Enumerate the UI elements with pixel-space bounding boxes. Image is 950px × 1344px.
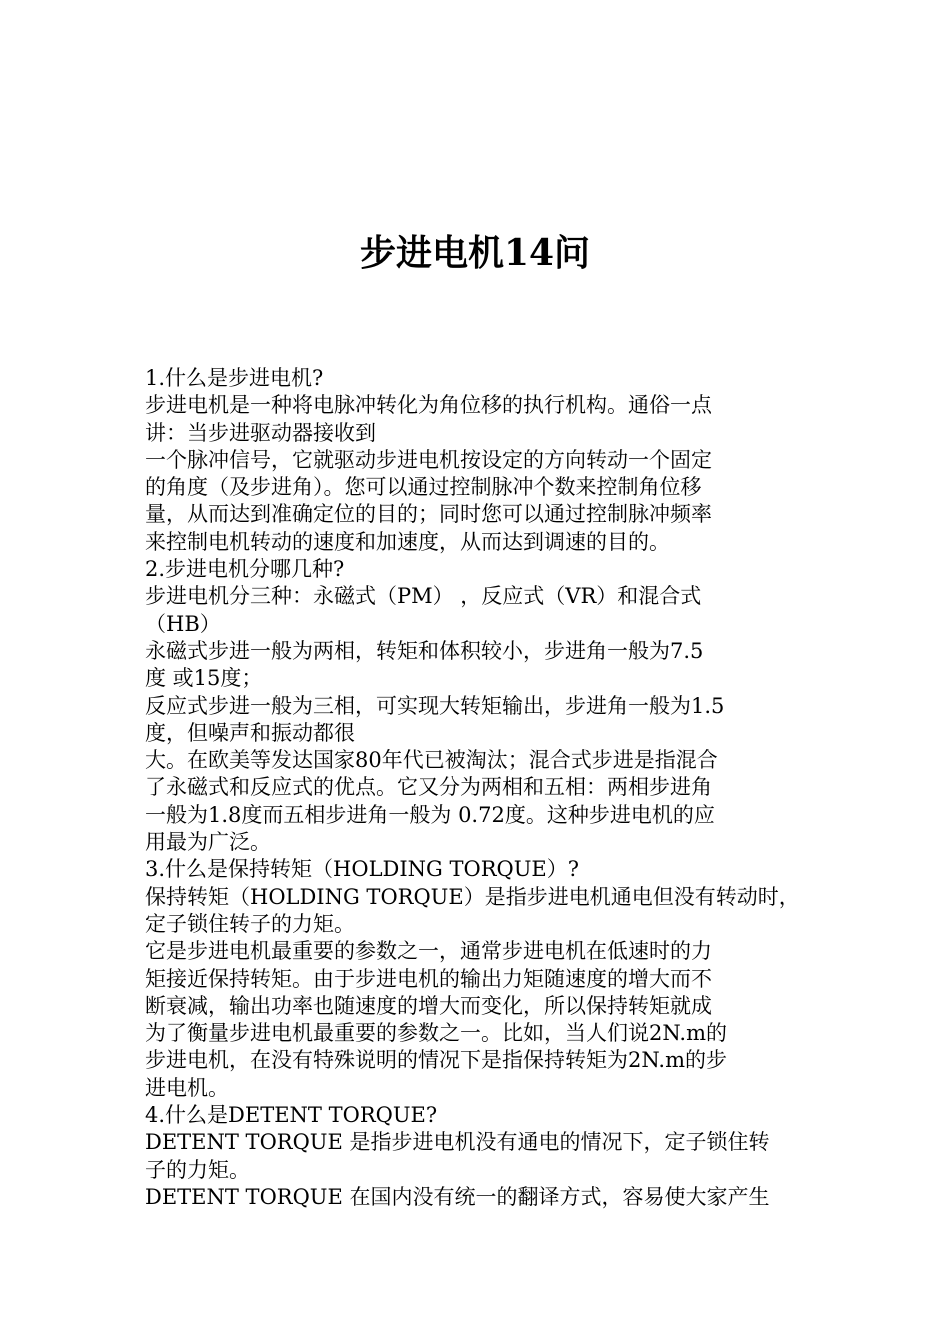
document-body [145,365,811,1211]
paragraph-line: 保持转矩（HOLDING TORQUE）是指步进电机通电但没有转动时， [145,884,800,909]
paragraph-line: 反应式步进一般为三相，可实现大转矩输出，步进角一般为1.5 [145,693,725,718]
paragraph-line: 为了衡量步进电机最重要的参数之一。比如，当人们说2N.m的 [145,1021,727,1046]
paragraph-line: 来控制电机转动的速度和加速度，从而达到调速的目的。 [145,529,670,554]
paragraph-line: 大。在欧美等发达国家80年代已被淘汰；混合式步进是指混合 [145,748,718,773]
paragraph-line: 一个脉冲信号，它就驱动步进电机按设定的方向转动一个固定 [145,447,712,472]
question-heading: 3.什么是保持转矩（HOLDING TORQUE）? [145,857,580,882]
paragraph-line: 矩接近保持转矩。由于步进电机的输出力矩随速度的增大而不 [145,966,712,991]
question-heading: 2.步进电机分哪几种? [145,557,345,582]
paragraph-line: 用最为广泛。 [145,830,271,855]
paragraph-line: 讲：当步进驱动器接收到 [145,420,376,445]
paragraph-line: 永磁式步进一般为两相，转矩和体积较小，步进角一般为7.5 [145,638,704,663]
paragraph-line: 断衰减，输出功率也随速度的增大而变化，所以保持转矩就成 [145,993,712,1018]
paragraph-line: （HB） [145,611,221,636]
paragraph-line: 定子锁住转子的力矩。 [145,911,355,936]
document-title: 步进电机14问 [359,232,591,274]
question-heading: 4.什么是DETENT TORQUE? [145,1103,438,1128]
paragraph-line: 度 或15度； [145,666,263,691]
paragraph-line: 子的力矩。 [145,1157,250,1182]
paragraph-line: DETENT TORQUE 是指步进电机没有通电的情况下，定子锁住转 [145,1130,770,1155]
paragraph-line: 步进电机是一种将电脉冲转化为角位移的执行机构。通俗一点 [145,393,712,418]
paragraph-line: 量，从而达到准确定位的目的；同时您可以通过控制脉冲频率 [145,502,712,527]
paragraph-line: 了永磁式和反应式的优点。它又分为两相和五相：两相步进角 [145,775,712,800]
question-heading: 1.什么是步进电机? [145,366,324,390]
paragraph-line: 的角度（及步进角）。您可以通过控制脉冲个数来控制角位移 [145,475,702,500]
paragraph-line: 一般为1.8度而五相步进角一般为 0.72度。这种步进电机的应 [145,802,715,827]
paragraph-line: DETENT TORQUE 在国内没有统一的翻译方式，容易使大家产生 [145,1184,770,1209]
paragraph-line: 进电机。 [145,1075,229,1100]
paragraph-line: 度，但噪声和振动都很 [145,720,355,745]
paragraph-line: 步进电机，在没有特殊说明的情况下是指保持转矩为2N.m的步 [145,1048,727,1073]
paragraph-line: 步进电机分三种：永磁式（PM） ，反应式（VR）和混合式 [145,584,702,609]
paragraph-line: 它是步进电机最重要的参数之一，通常步进电机在低速时的力 [145,939,712,964]
